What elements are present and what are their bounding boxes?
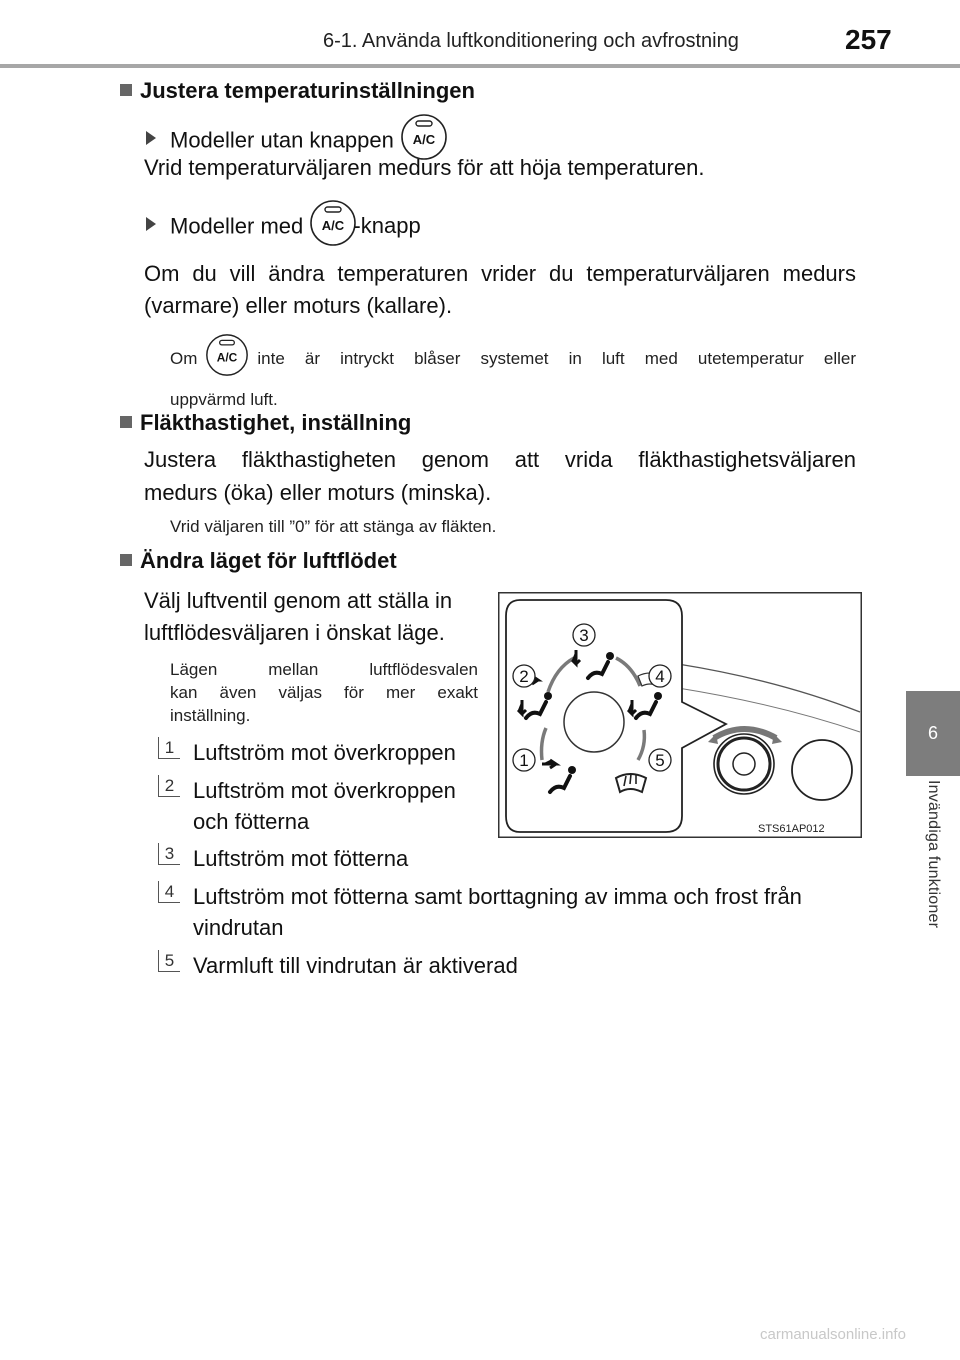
temp-note: Om A/C inte är intryckt blåser systemet in luft med utetemperatur eller uppvärmd luft. xyxy=(170,333,856,412)
model-with-text: Om du vill ändra temperaturen vrider du temperaturväljaren medurs (varmare) eller moturs (kallare). xyxy=(144,261,856,318)
fan-note: Vrid väljaren till ”0” för att stänga av fläkten. xyxy=(170,517,497,536)
chapter-label xyxy=(906,780,960,975)
airflow-text-line2: luftflödesväljaren i önskat läge. xyxy=(144,620,445,645)
triangle-bullet-icon xyxy=(146,217,156,231)
item-number: 4 xyxy=(158,881,180,903)
svg-text:2: 2 xyxy=(519,667,529,686)
section-title: 6-1. Använda luftkonditionering och avfrostning xyxy=(323,30,739,52)
svg-text:A/C: A/C xyxy=(217,350,238,365)
svg-text:3: 3 xyxy=(579,626,589,645)
fan-text-line1: Justera fläkthastigheten genom att vrida fläkthastighetsväljaren xyxy=(144,447,856,472)
item-number: 1 xyxy=(158,737,180,759)
header-divider xyxy=(0,64,960,68)
svg-text:A/C: A/C xyxy=(412,132,436,147)
airflow-text-line1: Välj luftventil genom att ställa in xyxy=(144,588,453,613)
item-number: 5 xyxy=(158,950,180,972)
airflow-note: Lägen mellan luftflödesvalen kan även väljas för mer exakt inställning. xyxy=(170,660,478,725)
airflow-selector-figure xyxy=(498,592,862,838)
chapter-tab xyxy=(906,691,960,776)
heading-bullet-icon xyxy=(120,84,132,96)
ac-button-icon xyxy=(309,199,357,256)
model-without-text: Vrid temperaturväljaren medurs för att höja temperaturen. xyxy=(144,155,705,180)
heading-bullet-icon xyxy=(120,416,132,428)
svg-text:A/C: A/C xyxy=(322,218,345,233)
model-without-line: Modeller utan knappen A/C xyxy=(146,113,448,170)
svg-text:1: 1 xyxy=(519,751,529,770)
item-number: 3 xyxy=(158,843,180,865)
fan-text-line2: medurs (öka) eller moturs (minska). xyxy=(144,480,492,505)
ac-button-icon xyxy=(205,333,249,384)
temp-heading: Justera temperaturinställningen xyxy=(120,78,475,104)
triangle-bullet-icon xyxy=(146,131,156,145)
chapter-number: 6 xyxy=(927,723,938,743)
model-with-line: Modeller med A/C -knapp xyxy=(146,199,421,256)
item-number: 2 xyxy=(158,775,180,797)
fan-heading: Fläkthastighet, inställning xyxy=(120,410,411,436)
heading-bullet-icon xyxy=(120,554,132,566)
svg-text:4: 4 xyxy=(655,667,665,686)
watermark: carmanualsonline.info xyxy=(760,1326,906,1343)
page-number: 257 xyxy=(845,24,892,55)
svg-text:5: 5 xyxy=(655,751,665,770)
chapter-title: Invändiga funktioner xyxy=(925,780,942,929)
airflow-heading: Ändra läget för luftflödet xyxy=(120,548,397,574)
svg-text:STS61AP012: STS61AP012 xyxy=(758,823,825,835)
